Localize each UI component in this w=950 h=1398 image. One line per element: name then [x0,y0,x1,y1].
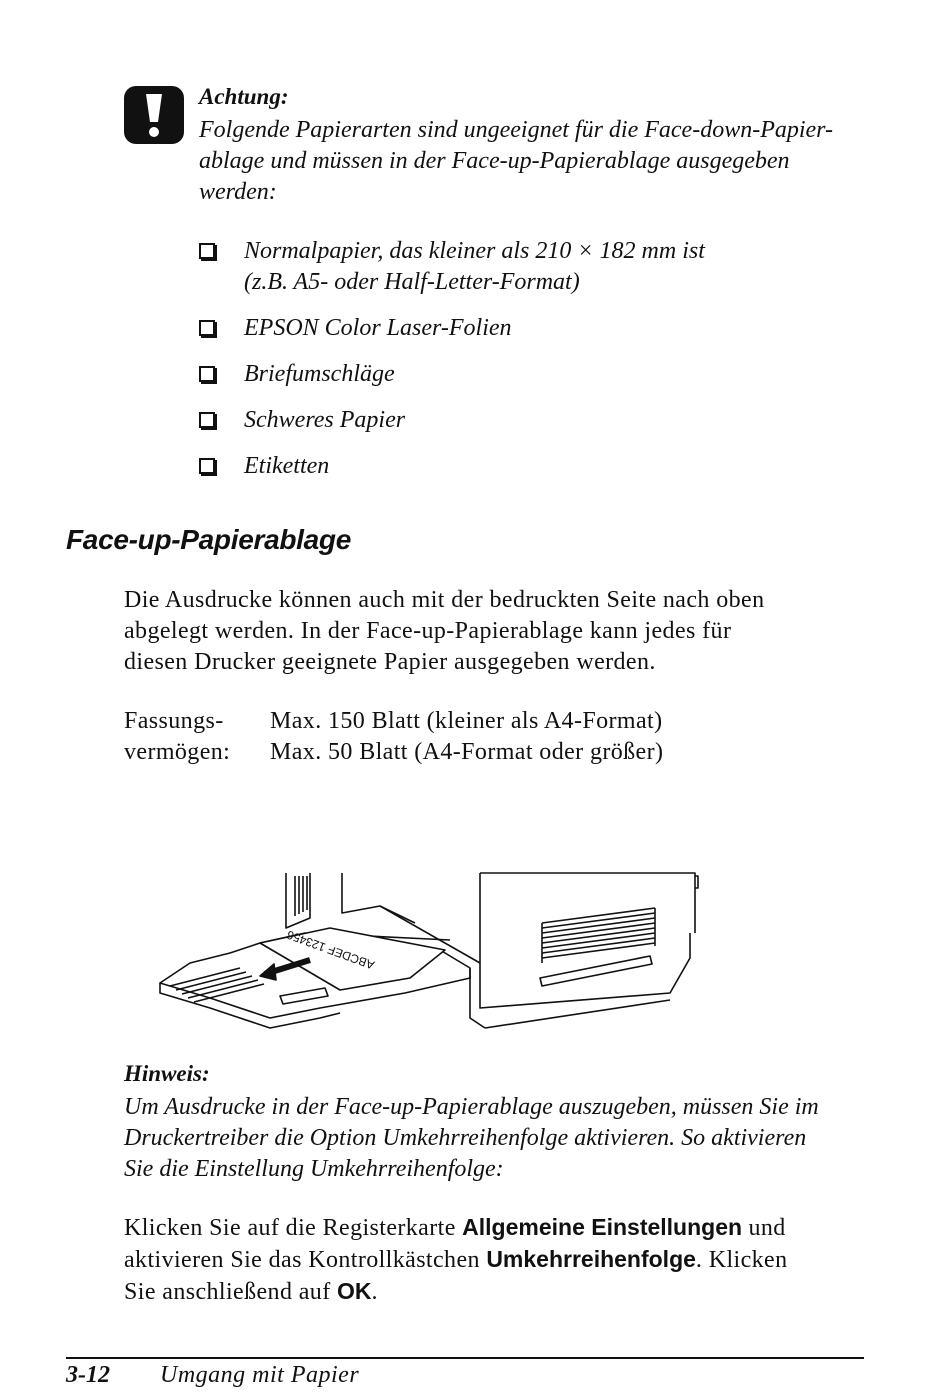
caution-text-line: Folgende Papierarten sind ungeeignet für die Face-down-Papier- [199,117,834,143]
list-item-text: Normalpapier, das kleiner als 210 × 182 mm ist [244,238,705,264]
checkbox-bullet-icon [199,243,215,259]
caution-text-line: ablage und müssen in der Face-up-Papierablage ausgegeben [199,148,790,174]
list-item-text: Etiketten [244,453,330,479]
instruction-paragraph [124,1212,884,1308]
instruction-text: aktivieren Sie das Kontrollkästchen [124,1247,487,1273]
instruction-text: Sie anschließend auf [124,1279,337,1305]
note-text [124,1092,884,1185]
caution-text [199,115,879,208]
capacity-label: Fassungs- [124,708,224,734]
note-text-line: Sie die Einstellung Umkehrreihenfolge: [124,1156,504,1182]
caution-text-line: werden: [199,179,277,205]
instruction-text: . [371,1279,378,1305]
intro-paragraph [124,585,884,678]
capacity-label: vermögen: [124,739,231,765]
note-text-line: Druckertreiber die Option Umkehrreihenfolge aktivieren. So aktivieren [124,1125,807,1151]
note-text-line: Um Ausdrucke in der Face-up-Papierablage auszugeben, müssen Sie im [124,1094,819,1120]
paragraph-line: abgelegt werden. In der Face-up-Papierablage kann jedes für [124,618,732,644]
checkbox-bullet-icon [199,458,215,474]
ui-term-ok: OK [337,1278,372,1304]
list-item-text: Briefumschläge [244,361,395,387]
list-item-text: Schweres Papier [244,407,406,433]
chapter-title: Umgang mit Papier [160,1362,360,1388]
capacity-value: Max. 150 Blatt (kleiner als A4-Format) [270,708,663,734]
page-number: 3-12 [66,1362,110,1388]
section-heading: Face-up-Papierablage [66,524,351,555]
instruction-text: Klicken Sie auf die Registerkarte [124,1215,463,1241]
checkbox-bullet-icon [199,320,215,336]
instruction-text: . Klicken [695,1247,788,1273]
paragraph-line: diesen Drucker geeignete Papier ausgegeben werden. [124,649,656,675]
paragraph-line: Die Ausdrucke können auch mit der bedruckten Seite nach oben [124,587,765,613]
paragraph-line [124,1212,884,1244]
ui-term-general-settings: Allgemeine Einstellungen [462,1214,743,1240]
caution-icon [124,86,184,144]
footer-rule [66,1357,864,1359]
list-item-text: EPSON Color Laser-Folien [244,315,512,341]
checkbox-bullet-icon [199,412,215,428]
paragraph-line [124,1276,884,1308]
instruction-text: und [742,1215,786,1241]
capacity-value: Max. 50 Blatt (A4-Format oder größer) [270,739,664,765]
printer-face-up-tray-illustration [150,868,710,1038]
list-item-text: (z.B. A5- oder Half-Letter-Format) [244,269,580,295]
caution-heading: Achtung: [199,84,289,109]
checkbox-bullet-icon [199,366,215,382]
note-heading: Hinweis: [124,1061,210,1086]
ui-term-reverse-order: Umkehrreihenfolge [486,1246,696,1272]
paragraph-line [124,1244,884,1276]
paper-text: ABCDEF 123456 [284,927,377,973]
